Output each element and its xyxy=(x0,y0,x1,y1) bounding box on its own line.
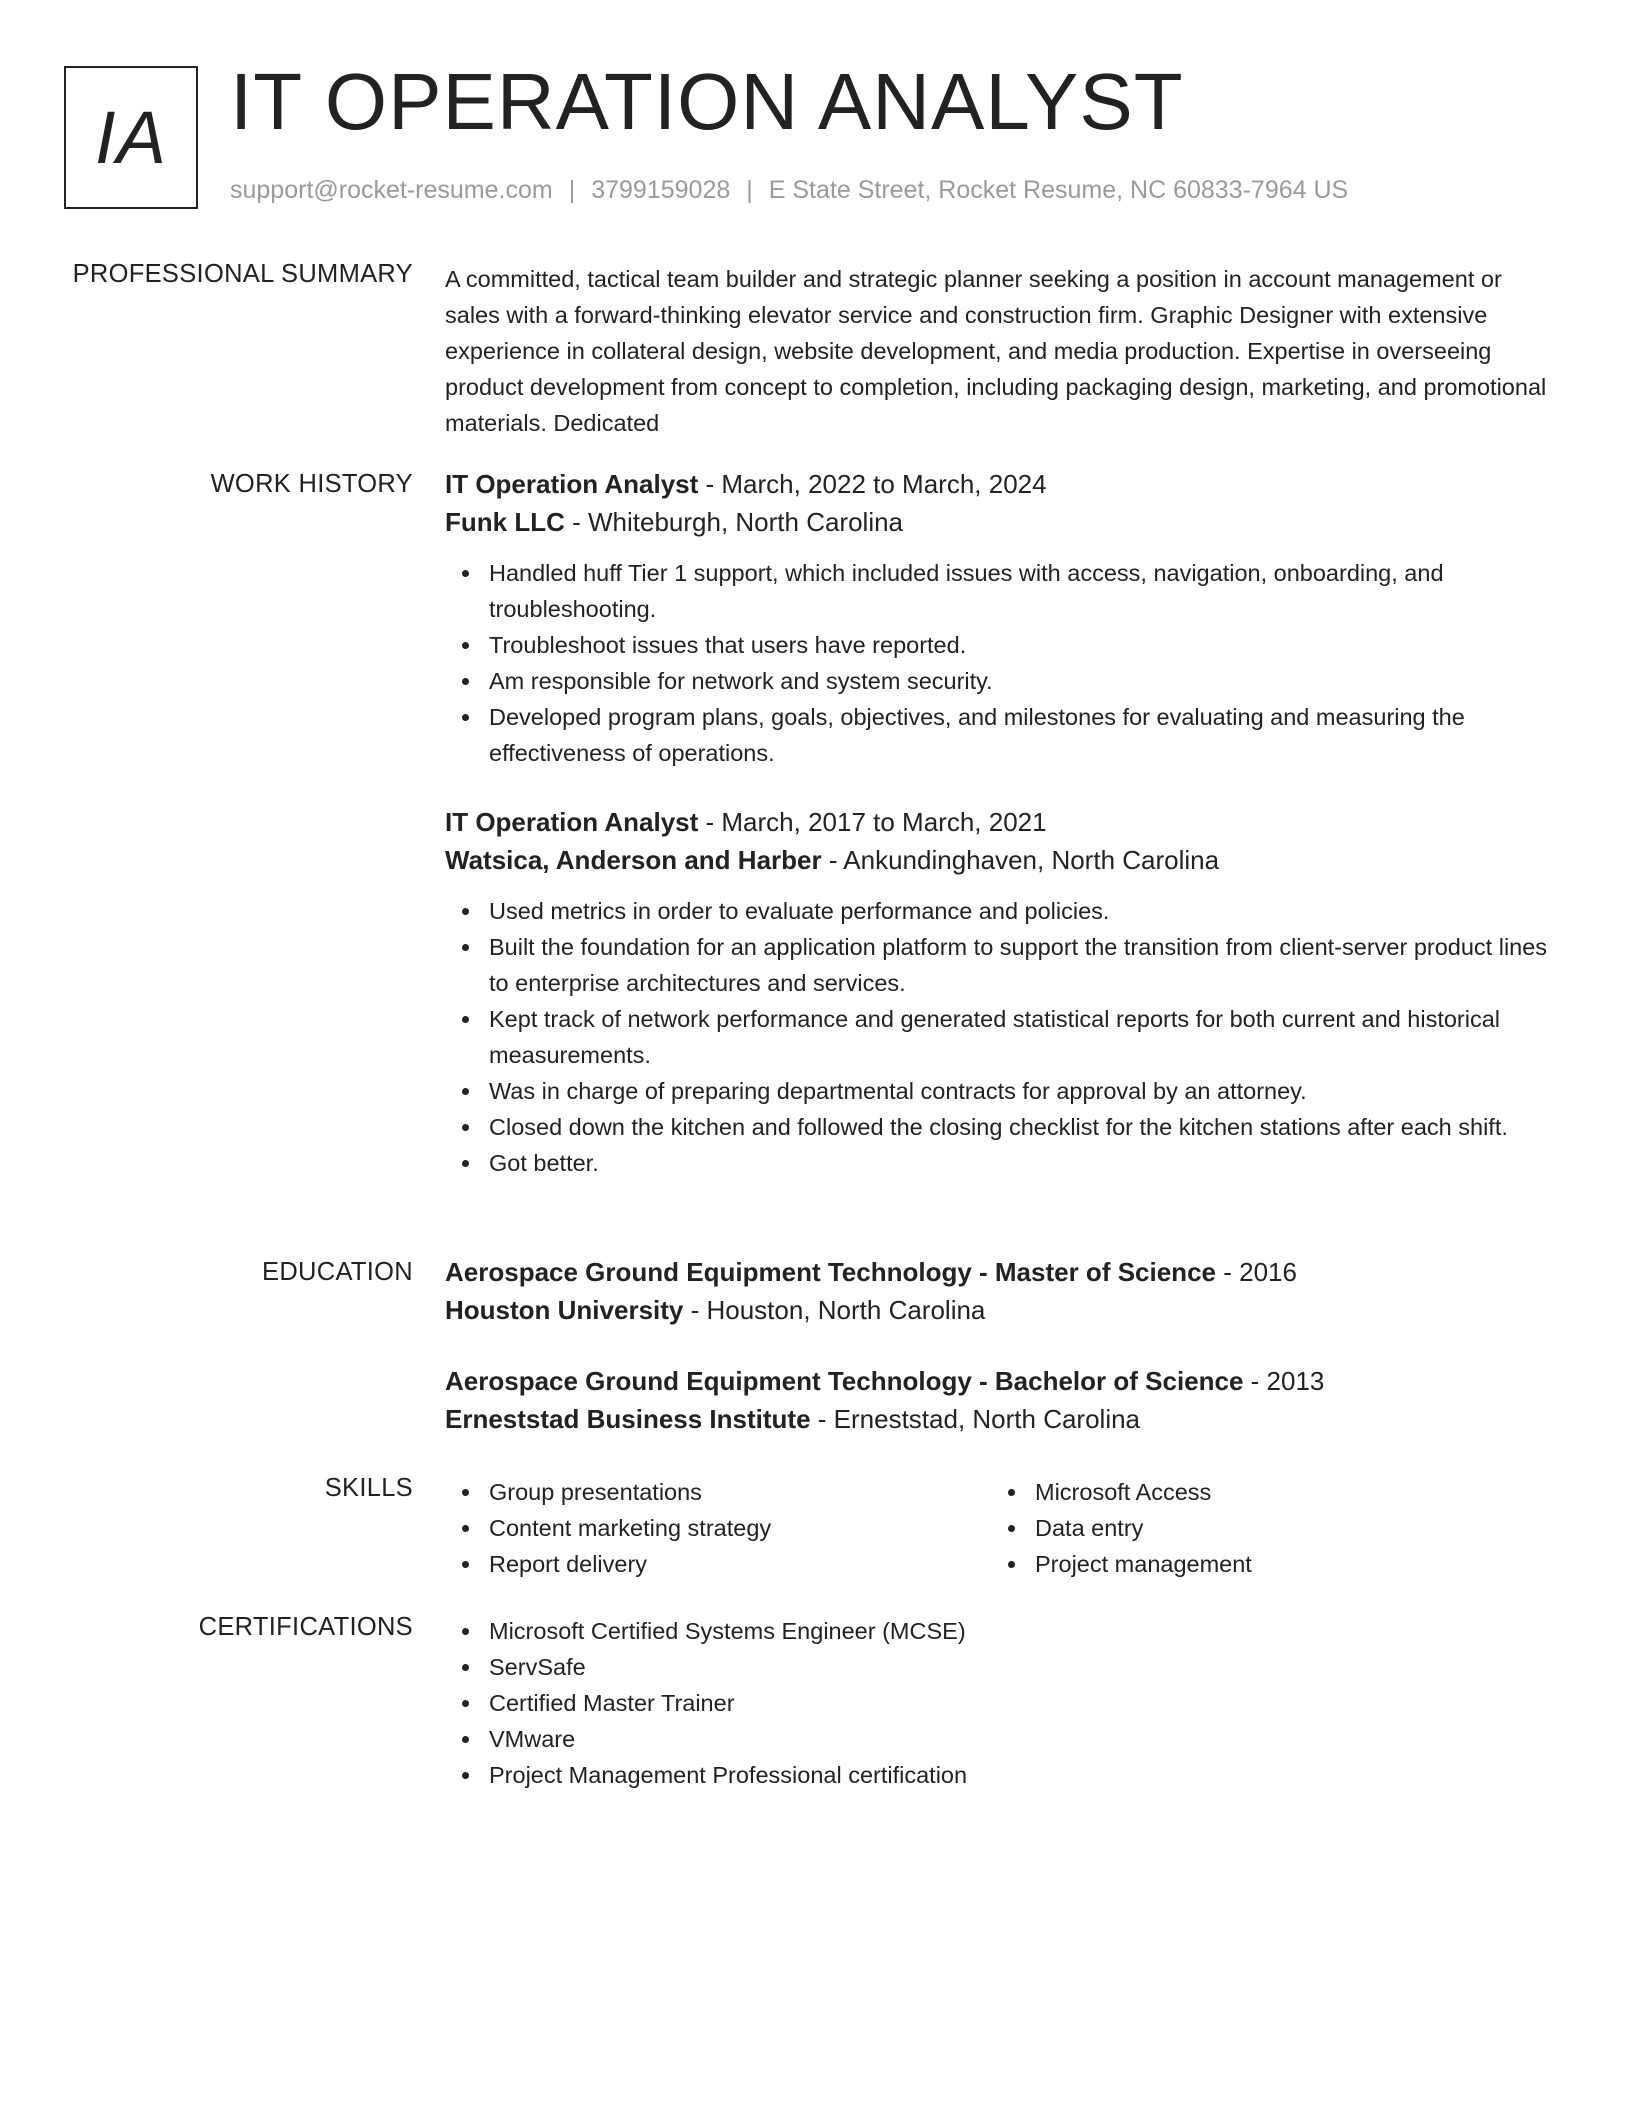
job-title: IT Operation Analyst xyxy=(445,807,699,837)
list-item: Built the foundation for an application platform to support the transition from client-server product lines to enterprise architectures and services. xyxy=(445,929,1555,1001)
job-title-line xyxy=(445,803,1555,841)
list-item: Project Management Professional certification xyxy=(445,1757,1555,1793)
degree-line xyxy=(445,1253,1555,1291)
contact-separator: | xyxy=(746,176,753,204)
school-line xyxy=(445,1400,1555,1438)
list-item: Handled huff Tier 1 support, which included issues with access, navigation, onboarding, and troubleshooting. xyxy=(445,555,1555,627)
degree-name: Aerospace Ground Equipment Technology - Bachelor of Science xyxy=(445,1366,1244,1396)
list-item: Used metrics in order to evaluate performance and policies. xyxy=(445,893,1555,929)
job-dates: - March, 2022 to March, 2024 xyxy=(698,469,1047,499)
list-item: Data entry xyxy=(991,1510,1537,1546)
list-item: Closed down the kitchen and followed the closing checklist for the kitchen stations after each shift. xyxy=(445,1109,1555,1145)
job-location: - Ankundinghaven, North Carolina xyxy=(821,845,1220,875)
section-heading: SKILLS xyxy=(324,1474,413,1502)
job-title: IT Operation Analyst xyxy=(445,469,699,499)
school-location: - Houston, North Carolina xyxy=(683,1295,986,1325)
job-company: Watsica, Anderson and Harber xyxy=(445,845,822,875)
section-heading: EDUCATION xyxy=(262,1258,413,1286)
contact-phone: 3799159028 xyxy=(591,176,731,204)
list-item: Certified Master Trainer xyxy=(445,1685,1555,1721)
job-duties-list xyxy=(445,555,1555,771)
list-item: Report delivery xyxy=(445,1546,991,1582)
list-item: Developed program plans, goals, objectives, and milestones for evaluating and measuring the effectiveness of operations. xyxy=(445,699,1555,771)
list-item: Group presentations xyxy=(445,1474,991,1510)
list-item: Microsoft Access xyxy=(991,1474,1537,1510)
monogram-logo: IA xyxy=(64,66,198,209)
candidate-title: IT OPERATION ANALYST xyxy=(230,57,1184,146)
certifications-list xyxy=(445,1613,1555,1793)
list-item: Got better. xyxy=(445,1145,1555,1181)
list-item: Was in charge of preparing departmental contracts for approval by an attorney. xyxy=(445,1073,1555,1109)
job-location: - Whiteburgh, North Carolina xyxy=(564,507,904,537)
education-entry xyxy=(445,1362,1555,1438)
job-entry xyxy=(445,465,1555,771)
job-entry xyxy=(445,803,1555,1181)
degree-name: Aerospace Ground Equipment Technology - Master of Science xyxy=(445,1257,1216,1287)
section-heading: CERTIFICATIONS xyxy=(198,1613,413,1641)
list-item: Project management xyxy=(991,1546,1537,1582)
school-name: Erneststad Business Institute xyxy=(445,1404,811,1434)
education-entry xyxy=(445,1253,1555,1329)
section-heading: WORK HISTORY xyxy=(210,470,413,498)
degree-year: - 2016 xyxy=(1216,1257,1297,1287)
skills-columns xyxy=(445,1474,1555,1582)
list-item: ServSafe xyxy=(445,1649,1555,1685)
job-duties-list xyxy=(445,893,1555,1181)
summary-text: A committed, tactical team builder and strategic planner seeking a position in account management or sales with a forward-thinking elevator service and construction firm. Graphic Designer with extensive experience in collateral design, website development, and media production. Expertise in overseeing product development from concept to completion, including packaging design, marketing, and promotional materials. Dedicated xyxy=(445,266,1547,436)
job-company: Funk LLC xyxy=(445,507,565,537)
job-company-line xyxy=(445,503,1555,541)
school-name: Houston University xyxy=(445,1295,684,1325)
list-item: Microsoft Certified Systems Engineer (MCSE) xyxy=(445,1613,1555,1649)
job-dates: - March, 2017 to March, 2021 xyxy=(698,807,1047,837)
contact-line xyxy=(230,174,1348,206)
skills-list xyxy=(991,1474,1537,1582)
skills-list xyxy=(445,1474,991,1582)
list-item: Content marketing strategy xyxy=(445,1510,991,1546)
contact-separator: | xyxy=(568,176,576,204)
list-item: Kept track of network performance and generated statistical reports for both current and historical measurements. xyxy=(445,1001,1555,1073)
list-item: VMware xyxy=(445,1721,1555,1757)
school-location: - Erneststad, North Carolina xyxy=(810,1404,1141,1434)
contact-address: E State Street, Rocket Resume, NC 60833-7964 US xyxy=(768,176,1349,204)
list-item: Am responsible for network and system security. xyxy=(445,663,1555,699)
job-company-line xyxy=(445,841,1555,879)
contact-email: support@rocket-resume.com xyxy=(230,176,553,204)
degree-line xyxy=(445,1362,1555,1400)
degree-year: - 2013 xyxy=(1243,1366,1325,1396)
list-item: Troubleshoot issues that users have reported. xyxy=(445,627,1555,663)
section-heading: PROFESSIONAL SUMMARY xyxy=(72,260,413,288)
job-title-line xyxy=(445,465,1555,503)
school-line xyxy=(445,1291,1555,1329)
